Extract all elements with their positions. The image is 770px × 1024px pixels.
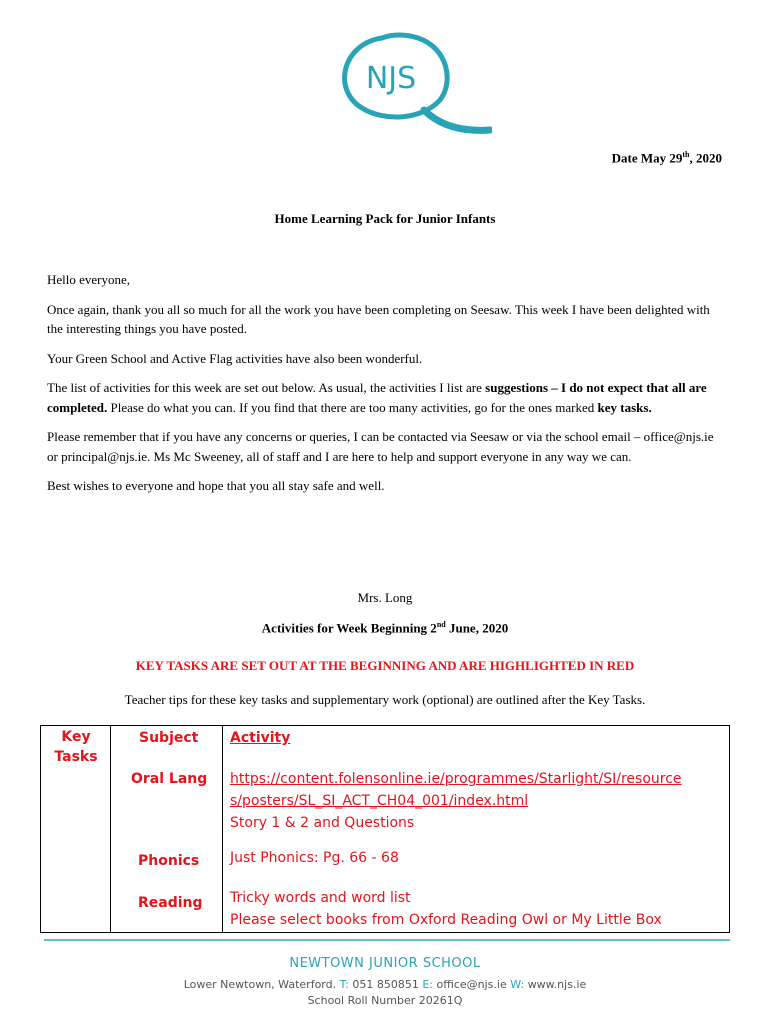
footer-school-name: NEWTOWN JUNIOR SCHOOL <box>289 956 481 971</box>
activity-phonics: Just Phonics: Pg. 66 - 68 <box>230 850 399 866</box>
pack-title: Home Learning Pack for Junior Infants <box>274 211 496 226</box>
school-logo <box>322 30 492 142</box>
activities-table <box>40 725 730 933</box>
signature: Mrs. Long <box>357 590 413 605</box>
activity-text: Please select books from Oxford Reading Owl or My Little Box <box>230 912 662 928</box>
activity-text: Story 1 & 2 and Questions <box>230 815 415 831</box>
header-key-tasks: Key Tasks <box>54 729 98 765</box>
activity-oral-lang <box>230 768 682 834</box>
activity-reading <box>230 887 662 931</box>
letter-date: Date May 29th, 2020 <box>611 150 722 166</box>
table-divider <box>110 726 111 932</box>
subject-oral-lang: Oral Lang <box>131 771 208 787</box>
key-tasks-notice: KEY TASKS ARE SET OUT AT THE BEGINNING AND ARE HIGHLIGHTED IN RED <box>135 658 635 673</box>
paragraph-green-school: Your Green School and Active Flag activities have also been wonderful. <box>47 350 423 366</box>
table-divider <box>222 726 223 932</box>
subject-phonics: Phonics <box>138 853 200 869</box>
week-heading: Activities for Week Beginning 2nd June, 2020 <box>261 620 509 636</box>
paragraph-wishes: Best wishes to everyone and hope that you all stay safe and well. <box>47 478 385 493</box>
subject-reading: Reading <box>138 895 203 911</box>
paragraph-contact: Please remember that if you have any concerns or queries, I can be contacted via Seesaw or via the school email – office@njs.ie or principal@njs.ie. Ms Mc Sweeney, all of staff and I are here to help and support everyone in any way we can. <box>47 429 714 464</box>
letter-body <box>47 270 727 506</box>
activity-link-cont[interactable]: s/posters/SL_SI_ACT_CH04_001/index.html <box>230 793 529 809</box>
paragraph-thanks: Once again, thank you all so much for all the work you have been completing on Seesaw. This week I have been delighted with the interesting things you have posted. <box>47 301 710 336</box>
logo-text: NJS <box>365 61 417 96</box>
footer-website[interactable]: www.njs.ie <box>527 978 587 991</box>
footer-rule <box>44 939 730 941</box>
activity-text: Tricky words and word list <box>230 890 411 906</box>
teacher-tips: Teacher tips for these key tasks and supplementary work (optional) are outlined after the Key Tasks. <box>124 692 646 707</box>
footer-roll-number: School Roll Number 20261Q <box>307 994 463 1007</box>
footer-email[interactable]: office@njs.ie <box>436 978 507 991</box>
header-activity: Activity <box>230 730 291 746</box>
activity-link[interactable]: https://content.folensonline.ie/programmes/Starlight/SI/resource <box>230 771 682 787</box>
greeting: Hello everyone, <box>47 272 131 287</box>
header-subject: Subject <box>139 730 199 746</box>
paragraph-activities: The list of activities for this week are set out below. As usual, the activities I list are suggestions – I do not expect that all are completed. Please do what you can. If you find that there are too many activities, go for the ones marked key tasks. <box>47 380 707 415</box>
footer-address: Lower Newtown, Waterford. T: 051 850851 E: office@njs.ie W: www.njs.ie <box>183 978 587 991</box>
